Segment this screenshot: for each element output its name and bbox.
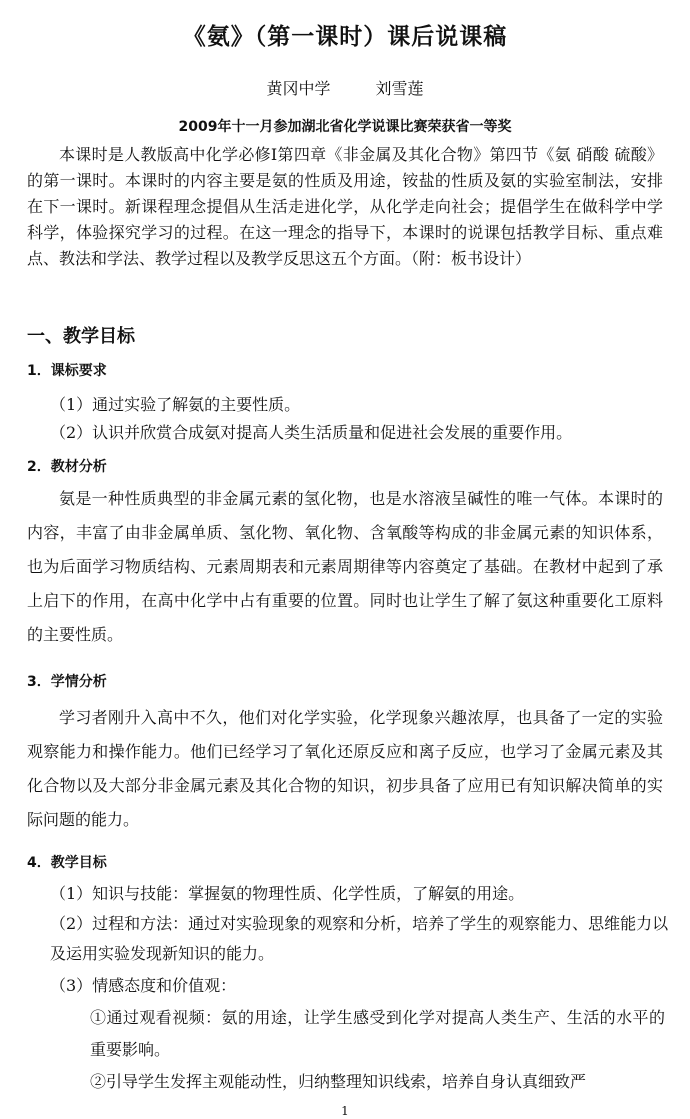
goal-item-attitude: （3）情感态度和价值观： xyxy=(50,976,237,995)
author-name: 刘雪莲 xyxy=(375,79,424,98)
intro-paragraph: 本课时是人教版高中化学必修Ⅰ第四章《非金属及其化合物》第四节《氨 硝酸 硫酸》的第一课时。本课时的内容主要是氨的性质及用途，铵盐的性质及氨的实验室制法，安排在下一课时。新课程理念提倡从生活走进化学，从化学走向社会；提倡学生在做科学中学科学，体验探究学习的过程。在这一理念的指导下，本课时的说课包括教学目标、重点难点、教法和学法、教学过程以及教学反思这五个方面。（附：板书设计） xyxy=(27,145,663,268)
author-school: 黄冈中学 xyxy=(266,79,331,98)
attitude-sub-item-1: ①通过观看视频：氨的用途，让学生感受到化学对提高人类生产、生活的水平的重要影响。 xyxy=(90,1008,665,1059)
document-title: 《氨》（第一课时）课后说课稿 xyxy=(182,23,508,50)
goal-item-process: （2）过程和方法：通过对实验现象的观察和分析，培养了学生的观察能力、思维能力以及运用实验发现新知识的能力。 xyxy=(50,914,669,963)
attitude-sub-item-2: ②引导学生发挥主观能动性，归纳整理知识线索，培养自身认真细致严 xyxy=(90,1072,587,1091)
subsection-heading-textbook: 2．教材分析 xyxy=(27,459,107,475)
section-heading-teaching-goals: 一、教学目标 xyxy=(27,326,135,347)
award-line: 2009年十一月参加湖北省化学说课比赛荣获省一等奖 xyxy=(178,119,512,135)
page-number: 1 xyxy=(341,1104,349,1118)
author-line xyxy=(0,76,690,99)
textbook-analysis-paragraph: 氨是一种性质典型的非金属元素的氢化物，也是水溶液呈碱性的唯一气体。本课时的内容，丰富了由非金属单质、氢化物、氧化物、含氧酸等构成的非金属元素的知识体系，也为后面学习物质结构、元素周期表和元素周期律等内容奠定了基础。在教材中起到了承上启下的作用，在高中化学中占有重要的位置。同时也让学生了解了氨这种重要化工原料的主要性质。 xyxy=(27,489,663,644)
student-analysis-paragraph: 学习者刚升入高中不久，他们对化学实验，化学现象兴趣浓厚，也具备了一定的实验观察能力和操作能力。他们已经学习了氧化还原反应和离子反应，也学习了金属元素及其化合物以及大部分非金属元素及其化合物的知识，初步具备了应用已有知识解决简单的实际问题的能力。 xyxy=(27,708,663,829)
subsection-heading-students: 3．学情分析 xyxy=(27,674,107,690)
subsection-heading-curriculum: 1．课标要求 xyxy=(27,363,107,379)
curriculum-item-2: （2）认识并欣赏合成氨对提高人类生活质量和促进社会发展的重要作用。 xyxy=(50,423,573,442)
curriculum-item-1: （1）通过实验了解氨的主要性质。 xyxy=(50,395,301,414)
goal-item-knowledge: （1）知识与技能：掌握氨的物理性质、化学性质，了解氨的用途。 xyxy=(50,884,525,903)
subsection-heading-goals: 4．教学目标 xyxy=(27,855,107,871)
